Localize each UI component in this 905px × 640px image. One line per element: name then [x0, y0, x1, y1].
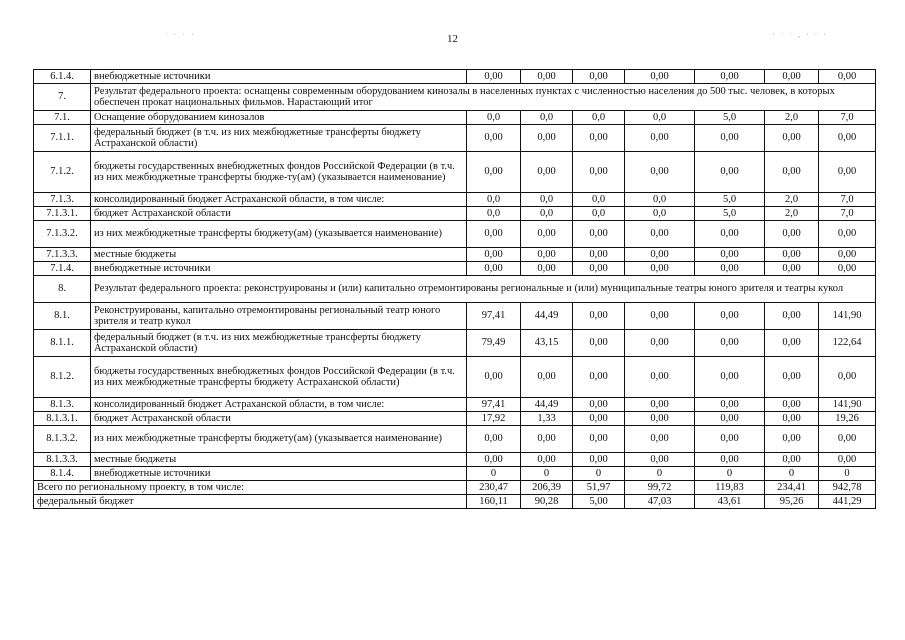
value-cell: 0	[521, 467, 573, 481]
value-cell: 0,00	[625, 398, 695, 412]
value-cell: 119,83	[695, 481, 765, 495]
value-cell: 2,0	[765, 193, 819, 207]
value-cell: 0,00	[765, 453, 819, 467]
row-name: бюджет Астраханской области	[91, 412, 467, 426]
page-number: 12	[447, 33, 458, 45]
value-cell: 0,00	[573, 262, 625, 276]
row-name: консолидированный бюджет Астраханской области, в том числе:	[91, 193, 467, 207]
value-cell: 0,0	[573, 193, 625, 207]
value-cell: 0,00	[521, 125, 573, 152]
value-cell: 0,0	[521, 111, 573, 125]
value-cell: 0,0	[521, 193, 573, 207]
row-code: 7.	[34, 84, 91, 111]
value-cell: 5,0	[695, 193, 765, 207]
value-cell: 0,00	[625, 357, 695, 398]
value-cell: 0,00	[521, 70, 573, 84]
value-cell: 0,00	[573, 248, 625, 262]
value-cell: 0,00	[467, 426, 521, 453]
row-code: 8.1.3.2.	[34, 426, 91, 453]
value-cell: 0,00	[819, 70, 876, 84]
value-cell: 0,00	[819, 125, 876, 152]
row-code: 7.1.3.3.	[34, 248, 91, 262]
value-cell: 234,41	[765, 481, 819, 495]
table-row	[34, 412, 876, 426]
row-code: 8.1.	[34, 303, 91, 330]
value-cell: 0,00	[467, 248, 521, 262]
value-cell: 0,00	[521, 453, 573, 467]
value-cell: 1,33	[521, 412, 573, 426]
value-cell: 0,00	[695, 453, 765, 467]
value-cell: 141,90	[819, 398, 876, 412]
value-cell: 0	[467, 467, 521, 481]
value-cell: 230,47	[467, 481, 521, 495]
total-label: Всего по региональному проекту, в том числе:	[34, 481, 467, 495]
value-cell: 0,0	[573, 207, 625, 221]
value-cell: 0,00	[625, 221, 695, 248]
value-cell: 0,00	[625, 426, 695, 453]
value-cell: 0,00	[819, 248, 876, 262]
row-code: 7.1.	[34, 111, 91, 125]
value-cell: 0,00	[573, 330, 625, 357]
value-cell: 0,00	[573, 303, 625, 330]
value-cell: 0,00	[765, 357, 819, 398]
value-cell: 0,00	[521, 426, 573, 453]
table-row	[34, 453, 876, 467]
section-row	[34, 84, 876, 111]
value-cell: 0,0	[467, 193, 521, 207]
row-name: местные бюджеты	[91, 248, 467, 262]
table-row	[34, 262, 876, 276]
row-code: 8.1.3.	[34, 398, 91, 412]
value-cell: 0,00	[573, 221, 625, 248]
value-cell: 95,26	[765, 495, 819, 509]
row-name: из них межбюджетные трансферты бюджету(ам) (указывается наименование)	[91, 221, 467, 248]
section-title: Результат федерального проекта: оснащены современным оборудованием кинозалы в населенных пунктах с численностью населения до 500 тыс. человек, в которых обеспечен прокат национальных фильмов. Нарастающий итог	[91, 84, 876, 111]
value-cell: 0,00	[625, 152, 695, 193]
table-row	[34, 330, 876, 357]
value-cell: 0,00	[467, 70, 521, 84]
value-cell: 17,92	[467, 412, 521, 426]
value-cell: 0,00	[765, 70, 819, 84]
value-cell: 0,00	[467, 152, 521, 193]
row-name: внебюджетные источники	[91, 467, 467, 481]
value-cell: 0,00	[819, 453, 876, 467]
value-cell: 0,00	[765, 221, 819, 248]
row-code: 7.1.3.2.	[34, 221, 91, 248]
value-cell: 0,00	[695, 125, 765, 152]
row-name: из них межбюджетные трансферты бюджету(ам) (указывается наименование)	[91, 426, 467, 453]
value-cell: 0,0	[467, 111, 521, 125]
value-cell: 0,00	[695, 248, 765, 262]
value-cell: 141,90	[819, 303, 876, 330]
table-row	[34, 357, 876, 398]
value-cell: 0,00	[695, 221, 765, 248]
value-cell: 0,00	[765, 262, 819, 276]
value-cell: 0,00	[695, 262, 765, 276]
value-cell: 441,29	[819, 495, 876, 509]
scan-artifact-right: · · · , · · ·	[772, 30, 828, 39]
scan-artifact-left: · · · ·	[165, 30, 196, 39]
row-code: 8.	[34, 276, 91, 303]
total-row	[34, 481, 876, 495]
value-cell: 0,00	[695, 152, 765, 193]
value-cell: 0,00	[765, 248, 819, 262]
row-code: 7.1.2.	[34, 152, 91, 193]
value-cell: 206,39	[521, 481, 573, 495]
value-cell: 7,0	[819, 207, 876, 221]
value-cell: 0,00	[819, 221, 876, 248]
value-cell: 5,0	[695, 111, 765, 125]
table-row	[34, 398, 876, 412]
value-cell: 0,00	[467, 262, 521, 276]
value-cell: 0,00	[819, 262, 876, 276]
row-name: федеральный бюджет (в т.ч. из них межбюджетные трансферты бюджету Астраханской области)	[91, 330, 467, 357]
value-cell: 0,00	[695, 412, 765, 426]
row-name: местные бюджеты	[91, 453, 467, 467]
value-cell: 0,00	[573, 152, 625, 193]
row-name: внебюджетные источники	[91, 70, 467, 84]
table-row	[34, 70, 876, 84]
value-cell: 51,97	[573, 481, 625, 495]
total-row	[34, 495, 876, 509]
value-cell: 0,00	[819, 357, 876, 398]
value-cell: 0,00	[625, 70, 695, 84]
row-code: 8.1.2.	[34, 357, 91, 398]
value-cell: 0,00	[695, 426, 765, 453]
value-cell: 0,00	[765, 152, 819, 193]
value-cell: 79,49	[467, 330, 521, 357]
value-cell: 0,00	[695, 330, 765, 357]
row-code: 8.1.4.	[34, 467, 91, 481]
value-cell: 0,00	[521, 248, 573, 262]
value-cell: 0,00	[573, 70, 625, 84]
value-cell: 5,00	[573, 495, 625, 509]
row-code: 7.1.3.	[34, 193, 91, 207]
value-cell: 0	[625, 467, 695, 481]
value-cell: 0,00	[521, 262, 573, 276]
value-cell: 0,00	[521, 152, 573, 193]
value-cell: 0,00	[765, 398, 819, 412]
value-cell: 0,0	[625, 193, 695, 207]
table-row	[34, 467, 876, 481]
value-cell: 0,00	[467, 125, 521, 152]
value-cell: 0,0	[467, 207, 521, 221]
value-cell: 0,00	[765, 303, 819, 330]
value-cell: 5,0	[695, 207, 765, 221]
row-code: 7.1.1.	[34, 125, 91, 152]
table-row	[34, 303, 876, 330]
value-cell: 44,49	[521, 303, 573, 330]
value-cell: 0,00	[765, 330, 819, 357]
value-cell: 0,00	[765, 412, 819, 426]
value-cell: 0,00	[573, 357, 625, 398]
value-cell: 0,00	[765, 426, 819, 453]
section-row	[34, 276, 876, 303]
value-cell: 0	[765, 467, 819, 481]
value-cell: 0,00	[695, 398, 765, 412]
value-cell: 0	[819, 467, 876, 481]
value-cell: 2,0	[765, 111, 819, 125]
row-name: федеральный бюджет (в т.ч. из них межбюджетные трансферты бюджету Астраханской области)	[91, 125, 467, 152]
value-cell: 0,00	[467, 221, 521, 248]
value-cell: 19,26	[819, 412, 876, 426]
value-cell: 122,64	[819, 330, 876, 357]
value-cell: 0	[573, 467, 625, 481]
value-cell: 160,11	[467, 495, 521, 509]
value-cell: 44,49	[521, 398, 573, 412]
value-cell: 0,00	[573, 453, 625, 467]
value-cell: 0,00	[625, 262, 695, 276]
value-cell: 7,0	[819, 111, 876, 125]
value-cell: 0,0	[573, 111, 625, 125]
value-cell: 0,0	[625, 111, 695, 125]
table-row	[34, 125, 876, 152]
row-name: Реконструированы, капитально отремонтированы региональный театр юного зрителя и театр кукол	[91, 303, 467, 330]
value-cell: 47,03	[625, 495, 695, 509]
table-row	[34, 248, 876, 262]
value-cell: 0,00	[695, 357, 765, 398]
table-row	[34, 426, 876, 453]
value-cell: 0,00	[573, 426, 625, 453]
row-code: 8.1.1.	[34, 330, 91, 357]
value-cell: 0,00	[695, 303, 765, 330]
table-row	[34, 152, 876, 193]
value-cell: 0,00	[695, 70, 765, 84]
value-cell: 97,41	[467, 303, 521, 330]
row-name: внебюджетные источники	[91, 262, 467, 276]
row-code: 6.1.4.	[34, 70, 91, 84]
value-cell: 0,00	[573, 398, 625, 412]
value-cell: 0,00	[625, 248, 695, 262]
row-code: 7.1.4.	[34, 262, 91, 276]
value-cell: 0,00	[625, 330, 695, 357]
row-code: 8.1.3.1.	[34, 412, 91, 426]
row-code: 7.1.3.1.	[34, 207, 91, 221]
value-cell: 0,00	[467, 357, 521, 398]
value-cell: 7,0	[819, 193, 876, 207]
value-cell: 99,72	[625, 481, 695, 495]
value-cell: 0,00	[573, 125, 625, 152]
table-row	[34, 207, 876, 221]
value-cell: 0,00	[625, 412, 695, 426]
value-cell: 43,15	[521, 330, 573, 357]
value-cell: 0,00	[467, 453, 521, 467]
table-row	[34, 111, 876, 125]
value-cell: 2,0	[765, 207, 819, 221]
row-code: 8.1.3.3.	[34, 453, 91, 467]
section-title: Результат федерального проекта: реконструированы и (или) капитально отремонтированы региональные и (или) муниципальные театры юного зрителя и театры кукол	[91, 276, 876, 303]
value-cell: 0,00	[819, 426, 876, 453]
total-label: федеральный бюджет	[34, 495, 467, 509]
value-cell: 0,0	[521, 207, 573, 221]
row-name: Оснащение оборудованием кинозалов	[91, 111, 467, 125]
table-row	[34, 193, 876, 207]
value-cell: 0,00	[819, 152, 876, 193]
row-name: бюджеты государственных внебюджетных фондов Российской Федерации (в т.ч. из них межбюджетные трансферты бюджету Астраханской области)	[91, 357, 467, 398]
value-cell: 0,00	[765, 125, 819, 152]
row-name: консолидированный бюджет Астраханской области, в том числе:	[91, 398, 467, 412]
value-cell: 0,00	[625, 453, 695, 467]
row-name: бюджеты государственных внебюджетных фондов Российской Федерации (в т.ч. из них межбюджетные трансферты бюдже-ту(ам) (указывается наименование)	[91, 152, 467, 193]
value-cell: 0,00	[521, 221, 573, 248]
value-cell: 0,0	[625, 207, 695, 221]
table-row	[34, 221, 876, 248]
value-cell: 0,00	[521, 357, 573, 398]
value-cell: 43,61	[695, 495, 765, 509]
value-cell: 0,00	[625, 125, 695, 152]
value-cell: 90,28	[521, 495, 573, 509]
value-cell: 0,00	[573, 412, 625, 426]
value-cell: 97,41	[467, 398, 521, 412]
row-name: бюджет Астраханской области	[91, 207, 467, 221]
value-cell: 942,78	[819, 481, 876, 495]
value-cell: 0	[695, 467, 765, 481]
value-cell: 0,00	[625, 303, 695, 330]
budget-table	[33, 69, 876, 509]
